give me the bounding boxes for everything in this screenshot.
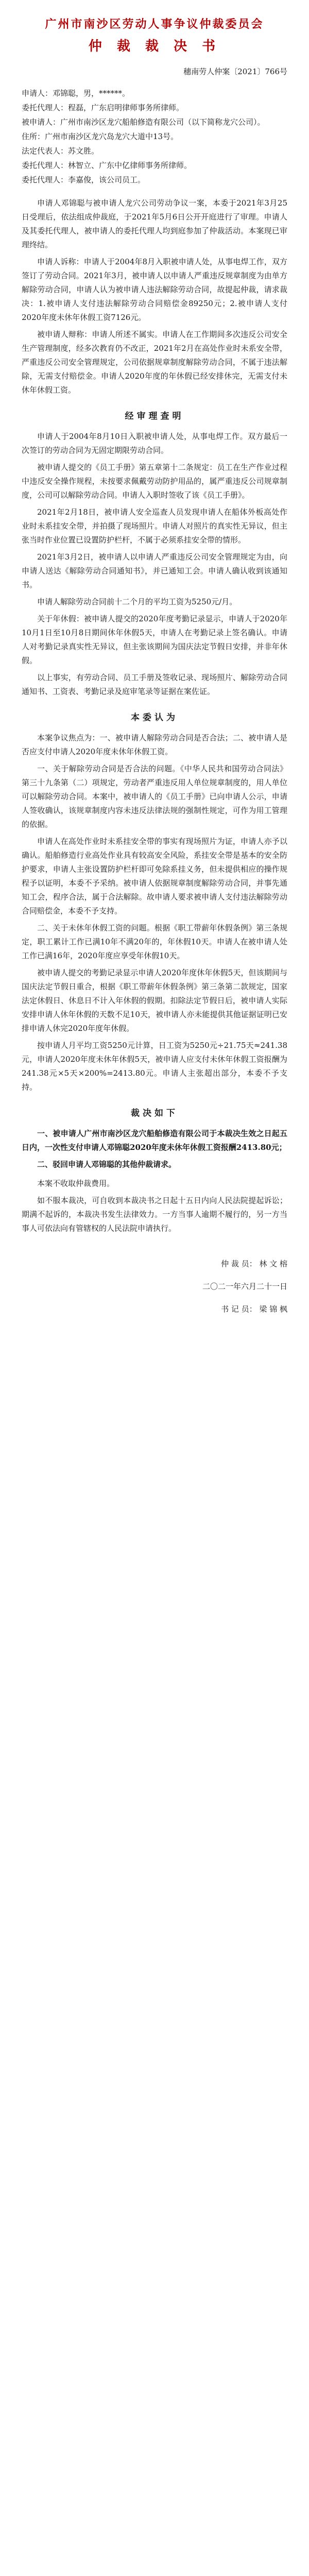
party-line: 委托代理人：李嘉俊，该公司员工。 bbox=[22, 175, 146, 184]
opinion-heading: 本委认为 bbox=[131, 713, 178, 723]
appeal-paragraph: 如不服本裁决，可自收到本裁决书之日起十五日内向人民法院提起诉讼；期满不起诉的，本裁决书发生法律效力。一方当事人逾期不履行的，另一方当事人可依法向有管辖权的人民法院申请执行。 bbox=[22, 1196, 287, 1233]
ruling-item: 二、驳回申请人邓锦聪的其他仲裁请求。 bbox=[37, 1160, 177, 1169]
ruling-item: 一、被申请人广州市南沙区龙穴船舶修造有限公司于本裁决生效之日起五日内，一次性支付申请人邓锦聪2020年度未休年休假工资报酬2413.80元； bbox=[22, 1129, 287, 1152]
party-line: 被申请人：广州市南沙区龙穴船舶修造有限公司（以下简称龙穴公司）。 bbox=[22, 117, 265, 127]
facts-paragraph: 申请人于2004年8月10日入职被申请人处，从事电焊工作。双方最后一次签订的劳动合同为无固定期限劳动合同。 bbox=[22, 432, 287, 455]
facts-paragraph: 2021年3月2日，被申请人以申请人严重违反公司安全管理规定为由，向申请人送达《解除劳动合同通知书》，并已通知工会。申请人确认收到该通知书。 bbox=[22, 552, 287, 589]
party-line: 住所：广州市南沙区龙穴岛龙穴大道中13号。 bbox=[22, 132, 179, 141]
arbitrator-signature: 仲 裁 员： 林 文 榕 bbox=[221, 1259, 287, 1268]
case-number: 穗南劳人仲案〔2021〕766号 bbox=[183, 67, 287, 76]
doc-title: 仲 裁 裁 决 书 bbox=[88, 39, 221, 54]
opinion-paragraph: 二、关于未休年休假工资的问题。根据《职工带薪年休假条例》第三条规定，职工累计工作已满10年不满20年的，年休假10天。申请人在被申请人处工作已满16年，2020年度应享受年休假10天。 bbox=[22, 923, 287, 960]
facts-paragraph: 申请人解除劳动合同前十二个月的平均工资为5250元/月。 bbox=[37, 597, 237, 606]
opinion-paragraph: 本案争议焦点为：一、被申请人解除劳动合同是否合法；二、被申请人是否应支付申请人2020年度未休年休假工资。 bbox=[22, 733, 287, 756]
clerk-signature: 书 记 员： 梁 锦 枫 bbox=[221, 1304, 287, 1314]
intro-paragraph: 申请人邓锦聪与被申请人龙穴公司劳动争议一案，本委于2021年3月25日受理后，依法组成仲裁庭，于2021年5月6日公开开庭进行了审理。申请人及其委托代理人，被申请人的委托代理人均到庭参加了仲裁活动。本案现已审理终结。 bbox=[22, 198, 287, 249]
facts-paragraph: 以上事实，有劳动合同、员工手册及签收记录、现场照片、解除劳动合同通知书、工资表、考勤记录及庭审笔录等证据在案佐证。 bbox=[22, 673, 287, 696]
party-line: 委托代理人：林智立、广东中亿律师事务所律师。 bbox=[22, 161, 192, 170]
parties-block bbox=[22, 86, 287, 187]
facts-block bbox=[22, 430, 287, 699]
ruling-heading: 裁决如下 bbox=[131, 1108, 178, 1118]
opinion-paragraph: 申请人在高处作业时未系挂安全带的事实有现场照片为证，申请人亦予以确认。船舶修造行业高处作业具有较高安全风险，系挂安全带是基本的安全防护要求，申请人主张设置防护栏杆即可免除系挂义务，但未提供相应的操作规程予以证明，本委不予采纳。被申请人依据规章制度解除劳动合同，并事先通知工会，程序合法，属于合法解除。故申请人要求被申请人支付违法解除劳动合同赔偿金，本委不予支持。 bbox=[22, 837, 287, 916]
ruling-block bbox=[22, 1127, 287, 1172]
signature-block bbox=[22, 1256, 287, 1317]
facts-paragraph: 被申请人提交的《员工手册》第五章第十二条规定：员工在生产作业过程中违反安全操作规程，未按要求佩戴劳动防护用品的，属严重违反公司规章制度，公司可以解除劳动合同。申请人入职时签收了该《员工手册》。 bbox=[22, 463, 287, 500]
facts-heading: 经审理查明 bbox=[125, 411, 184, 421]
opinion-paragraph: 一、关于解除劳动合同是否合法的问题。《中华人民共和国劳动合同法》第三十九条第（二）项规定，劳动者严重违反用人单位规章制度的，用人单位可以解除劳动合同。本案中，被申请人的《员工手册》已向申请人公示，申请人签收确认，该规章制度内容未违反法律法规的强制性规定，可作为用工管理的依据。 bbox=[22, 764, 287, 829]
party-line: 法定代表人：苏文胜。 bbox=[22, 146, 99, 156]
appeal-paragraph: 本案不收取仲裁费用。 bbox=[37, 1179, 115, 1188]
intro-block bbox=[22, 196, 287, 397]
intro-paragraph: 被申请人辩称：申请人所述不属实。申请人在工作期间多次违反公司安全生产管理制度，经多次教育仍不改正，2021年2月在高处作业时未系安全带，严重违反公司安全管理规定，公司依据规章制度解除劳动合同，不属于违法解除，无需支付赔偿金。申请人2020年度的年休假已经安排休完，无需支付未休年休假工资。 bbox=[22, 330, 287, 395]
org-title: 广州市南沙区劳动人事争议仲裁委员会 bbox=[45, 18, 264, 31]
party-line: 申请人：邓锦聪，男，******。 bbox=[22, 89, 130, 98]
intro-paragraph: 申请人诉称：申请人于2004年8月入职被申请人处，从事电焊工作，双方签订了劳动合同。2021年3月，被申请人以申请人严重违反规章制度为由单方解除劳动合同，申请人认为被申请人违法解除劳动合同，故提起仲裁，请求裁决：1.被申请人支付违法解除劳动合同赔偿金89250元；2.被申请人支付2020年度未休年休假工资7126元。 bbox=[22, 257, 287, 322]
party-line: 委托代理人：程磊，广东启明律师事务所律师。 bbox=[22, 103, 184, 112]
appeal-block bbox=[22, 1177, 287, 1235]
opinion-paragraph: 按申请人月平均工资5250元计算，日工资为5250元÷21.75天≈241.38元，申请人2020年度未休年休假5天，被申请人应支付未休年休假工资报酬为241.38元×5天×200%=2413.80元。申请人主张超出部分，本委不予支持。 bbox=[22, 1041, 287, 1092]
opinion-paragraph: 被申请人提交的考勤记录显示申请人2020年度休年休假5天，但该期间与国庆法定节假日重合，根据《职工带薪年休假条例》第三条第二款规定，国家法定休假日、休息日不计入年休假的假期。扣除法定节假日后，被申请人实际安排申请人休年休假的天数不足10天，被申请人亦未能提供其他证据证明已安排申请人休完2020年度年休假。 bbox=[22, 968, 287, 1033]
facts-paragraph: 关于年休假：被申请人提交的2020年度考勤记录显示，申请人于2020年10月1日至10月8日期间休年休假5天，申请人在考勤记录上签名确认。申请人对考勤记录真实性无异议，但主张该期间为国庆法定节假日安排，并非年休假。 bbox=[22, 614, 287, 665]
award-date: 二〇二一年六月二十一日 bbox=[202, 1282, 287, 1291]
facts-paragraph: 2021年2月18日，被申请人安全巡查人员发现申请人在船体外板高处作业时未系挂安全带，并拍摄了现场照片。申请人对照片的真实性无异议，但主张当时作业位置已设置防护栏杆，不属于必须系挂安全带的情形。 bbox=[22, 507, 287, 545]
opinion-block bbox=[22, 731, 287, 1094]
